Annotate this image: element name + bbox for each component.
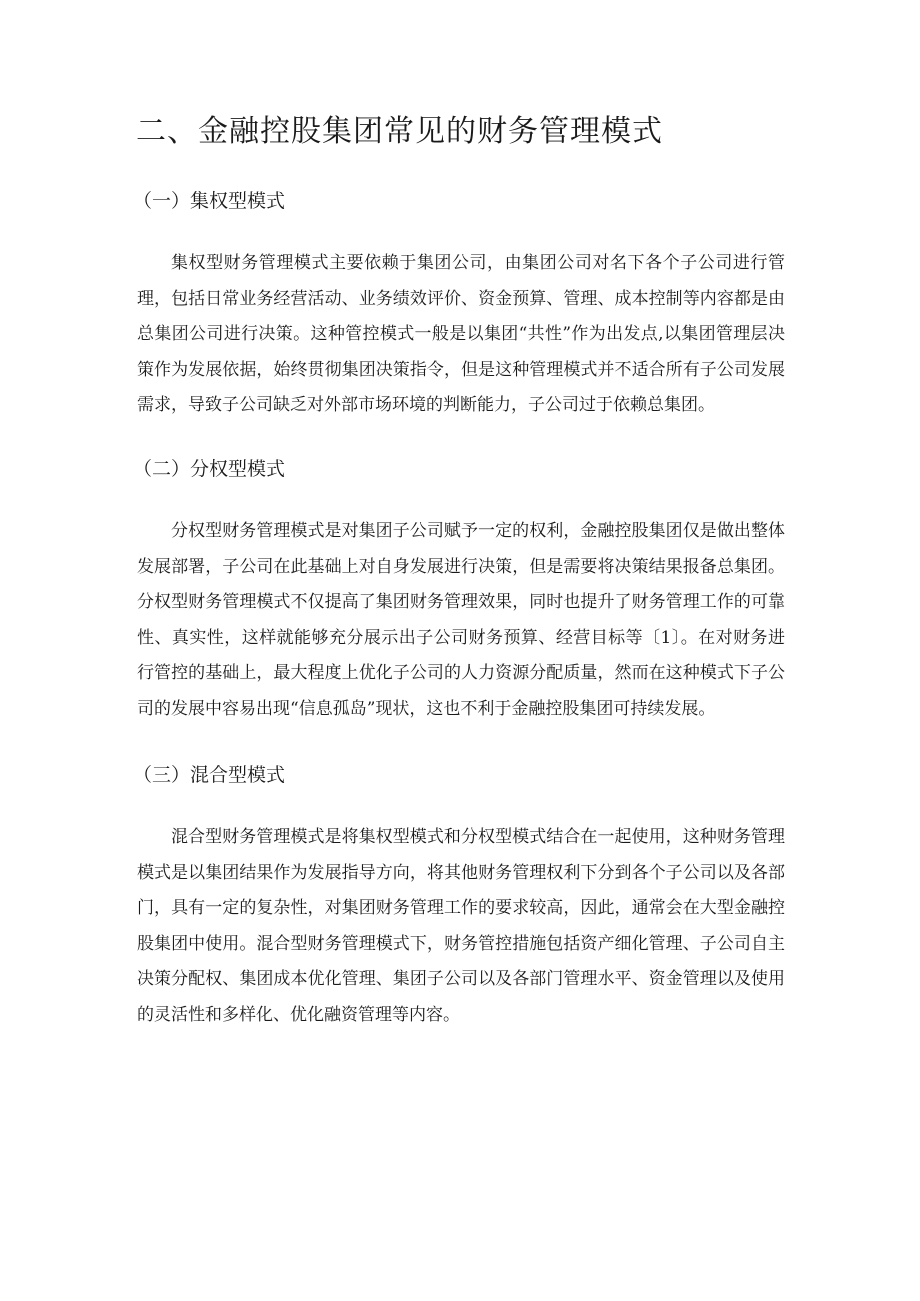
section-paragraph-decentralized: 分权型财务管理模式是对集团子公司赋予一定的权利，金融控股集团仅是做出整体发展部署，子公司在此基础上对自身发展进行决策，但是需要将决策结果报备总集团。分权型财务管理模式不仅提高了集团财务管理效果，同时也提升了财务管理工作的可靠性、真实性，这样就能够充分展示出子公司财务预算、经营目标等〔1〕。在对财务进行管控的基础上，最大程度上优化子公司的人力资源分配质量，然而在这种模式下子公司的发展中容易出现“信息孤岛”现状，这也不利于金融控股集团可持续发展。 bbox=[137, 521, 785, 719]
section-paragraph-centralized: 集权型财务管理模式主要依赖于集团公司，由集团公司对名下各个子公司进行管理，包括日常业务经营活动、业务绩效评价、资金预算、管理、成本控制等内容都是由总集团公司进行决策。这种管控模式一般是以集团“共性”作为出发点,以集团管理层决策作为发展依据，始终贯彻集团决策指令，但是这种管理模式并不适合所有子公司发展需求，导致子公司缺乏对外部市场环境的判断能力，子公司过于依赖总集团。 bbox=[137, 253, 785, 416]
section-heading-hybrid: （三）混合型模式 bbox=[133, 764, 286, 786]
section-heading-centralized: （一）集权型模式 bbox=[133, 190, 286, 212]
page-title: 二、金融控股集团常见的财务管理模式 bbox=[136, 114, 663, 149]
section-heading-decentralized: （二）分权型模式 bbox=[133, 458, 286, 480]
section-paragraph-hybrid: 混合型财务管理模式是将集权型模式和分权型模式结合在一起使用，这种财务管理模式是以集团结果作为发展指导方向，将其他财务管理权利下分到各个子公司以及各部门，具有一定的复杂性，对集团财务管理工作的要求较高，因此，通常会在大型金融控股集团中使用。混合型财务管理模式下，财务管控措施包括资产细化管理、子公司自主决策分配权、集团成本优化管理、集团子公司以及各部门管理水平、资金管理以及使用的灵活性和多样化、优化融资管理等内容。 bbox=[137, 827, 785, 1025]
